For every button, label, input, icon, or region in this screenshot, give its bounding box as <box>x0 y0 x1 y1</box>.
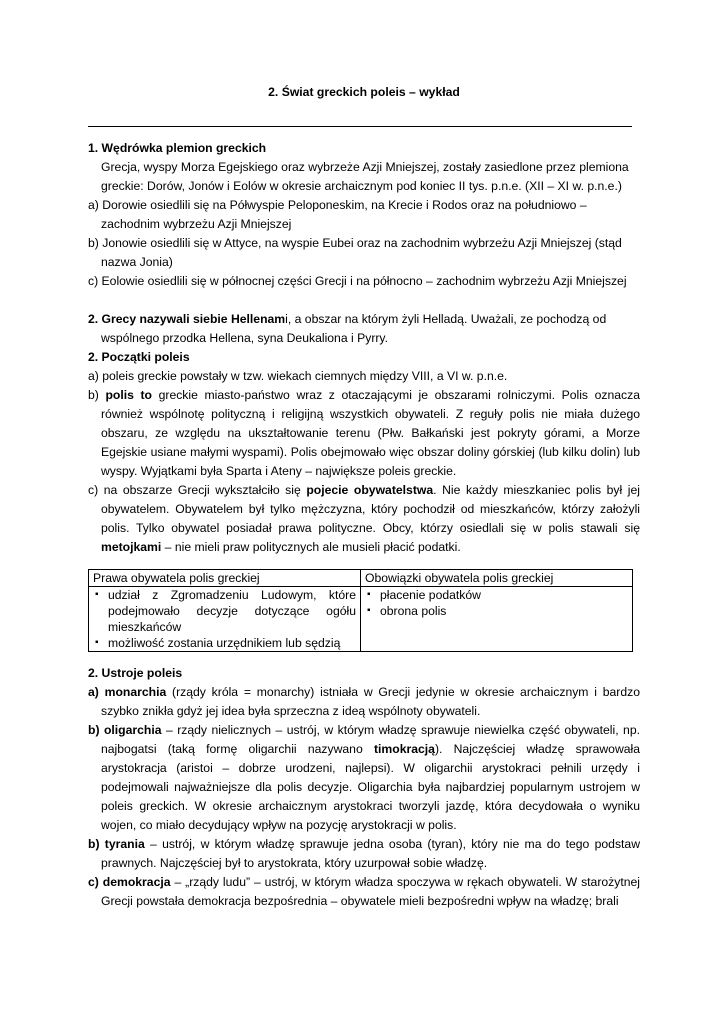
list-item-citizenship <box>88 481 640 557</box>
section-heading-systems: 2. Ustroje poleis <box>88 666 183 680</box>
table-cell-rights <box>89 587 361 652</box>
polis-text: greckie miasto-państwo wraz z otaczającymi je obszarami rolniczymi. Polis oznacza również wspólnotę polityczną i religijną wszystkich obywateli. Z reguły polis nie miała dużego obszaru, ze względu na ukształtowanie terenu (Płw. Bałkański jest pokryty górami, a Morze Egejskie usiane małymi wyspami). Polis obejmowało więc obszar doliny górskiej (lub kilku dolin) lub wyspy. Wyjątkami była Sparta i Ateny – największe poleis greckie. <box>101 388 640 478</box>
list-item-dark-ages: a) poleis greckie powstały w tzw. wiekach ciemnych między VIII, a VI w. p.n.e. <box>88 369 508 383</box>
list-item: ▪ możliwość zostania urzędnikiem lub sędzią <box>108 635 356 651</box>
oligarchy-text-2: ). Najczęściej władzę sprawowała arystokracja (aristoi – dobrze urodzeni, najlepsi). W oligarchii arystokraci pełnili urzędy i podejmowali najważniejsze dla polis decyzje. Oligarchia była najbardziej popularnym ustrojem w poleis greckich. W okresie archaicznym arystokraci tworzyli jazdę, która decydowała o wyniku wojen, co miało decydujący wpływ na pozycję arystokracji w polis. <box>101 742 641 832</box>
polis-bold: polis to <box>105 388 152 402</box>
page-title: 2. Świat greckich poleis – wykład <box>268 85 460 99</box>
table-row <box>89 587 633 652</box>
tyranny-bold: b) tyrania <box>88 837 145 851</box>
spacer <box>88 291 640 310</box>
table-header-duties: Obowiązki obywatela polis greckiej <box>361 570 633 587</box>
metics-bold: metojkami <box>101 540 162 554</box>
list-item-dorians: a) Dorowie osiedlili się na Półwyspie Peloponeskim, na Krecie i Rodos oraz na południowo – zachodnim wybrzeżu Azji Mniejszej <box>88 198 587 231</box>
item-prefix: b) <box>88 388 106 402</box>
list-item: ▪ obrona polis <box>380 603 628 619</box>
list-item-democracy <box>88 873 640 911</box>
citizenship-prefix: c) na obszarze Grecji wykształciło się <box>88 483 307 497</box>
list-item: ▪ udział z Zgromadzeniu Ludowym, które podejmowało decyzje dotyczące ogółu mieszkańców <box>108 587 356 635</box>
list-item-aeolians: c) Eolowie osiedlili się w północnej części Grecji i na północno – zachodnim wybrzeżu Azji Mniejszej <box>88 274 627 288</box>
rights-duties-table <box>88 569 633 652</box>
oligarchy-bold: b) oligarchia <box>88 723 162 737</box>
list-item-tyranny <box>88 835 640 873</box>
oligarchy-text-1: – rządy nielicznych – ustrój, w którym władzę sprawuje niewielka część obywateli, np. najbogatsi (taką formę oligarchii nazywano <box>101 723 640 756</box>
tyranny-text: – ustrój, w którym władzę sprawuje jedna osoba (tyran), który nie ma do tego podstaw prawnych. Najczęściej był to arystokrata, który uzurpował sobie władzę. <box>101 837 641 870</box>
timocracy-bold: timokracją <box>373 742 435 756</box>
list-item: ▪ płacenie podatków <box>380 587 628 603</box>
list-item-oligarchy <box>88 721 640 835</box>
paragraph-migration-intro: Grecja, wyspy Morza Egejskiego oraz wybrzeże Azji Mniejszej, zostały zasiedlone przez plemiona greckie: Dorów, Jonów i Eolów w okresie archaicznym pod koniec II tys. p.n.e. (XII – XI w. p.n.e.) <box>101 160 629 193</box>
monarchy-bold: a) monarchia <box>88 685 167 699</box>
section-heading-migration: 1. Wędrówka plemion greckich <box>88 141 267 155</box>
document-page <box>88 83 640 911</box>
table-header-row <box>89 570 633 587</box>
citizenship-bold: pojecie obywatelstwa <box>306 483 434 497</box>
title-divider <box>88 102 632 127</box>
democracy-bold: c) demokracja <box>88 875 171 889</box>
democracy-text: – „rządy ludu” – ustrój, w którym władza spoczywa w rękach obywateli. W starożytnej Grecji powstała demokracja bezpośrednia – obywatele mieli bezpośredni wpływ na władzę; brali <box>101 875 641 908</box>
list-item-ionians: b) Jonowie osiedlili się w Attyce, na wyspie Eubei oraz na zachodnim wybrzeżu Azji Mniejszej (stąd nazwa Jonia) <box>88 236 622 269</box>
metics-text: – nie mieli praw politycznych ale musieli płacić podatki. <box>161 540 461 554</box>
hellenes-bold: 2. Grecy nazywali siebie Hellenam <box>88 312 286 326</box>
list-item-polis-definition <box>88 386 640 481</box>
hellenes-text: i, a obszar na którym żyli Helladą. Uważali, ze pochodzą od wspólnego przodka Hellena, syna Deukaliona i Pyrry. <box>101 312 607 345</box>
table-cell-duties <box>361 587 633 652</box>
table-header-rights: Prawa obywatela polis greckiej <box>89 570 361 587</box>
list-item-monarchy <box>88 683 640 721</box>
paragraph-hellenes <box>88 310 640 348</box>
citizenship-text: . Nie każdy mieszkaniec polis był jej obywatelem. Obywatelem był tylko mężczyzna, który pochodził od mieszkańców, którzy założyli polis. Tylko obywatel posiadał prawa polityczne. Obcy, którzy osiedlali się w polis stawali się <box>101 483 640 535</box>
section-heading-beginnings: 2. Początki poleis <box>88 350 190 364</box>
monarchy-text: (rządy króla = monarchy) istniała w Grecji jedynie w okresie archaicznym i bardzo szybko znikła gdyż jej idea była sprzeczna z ideą wspólnoty obywateli. <box>101 685 640 718</box>
